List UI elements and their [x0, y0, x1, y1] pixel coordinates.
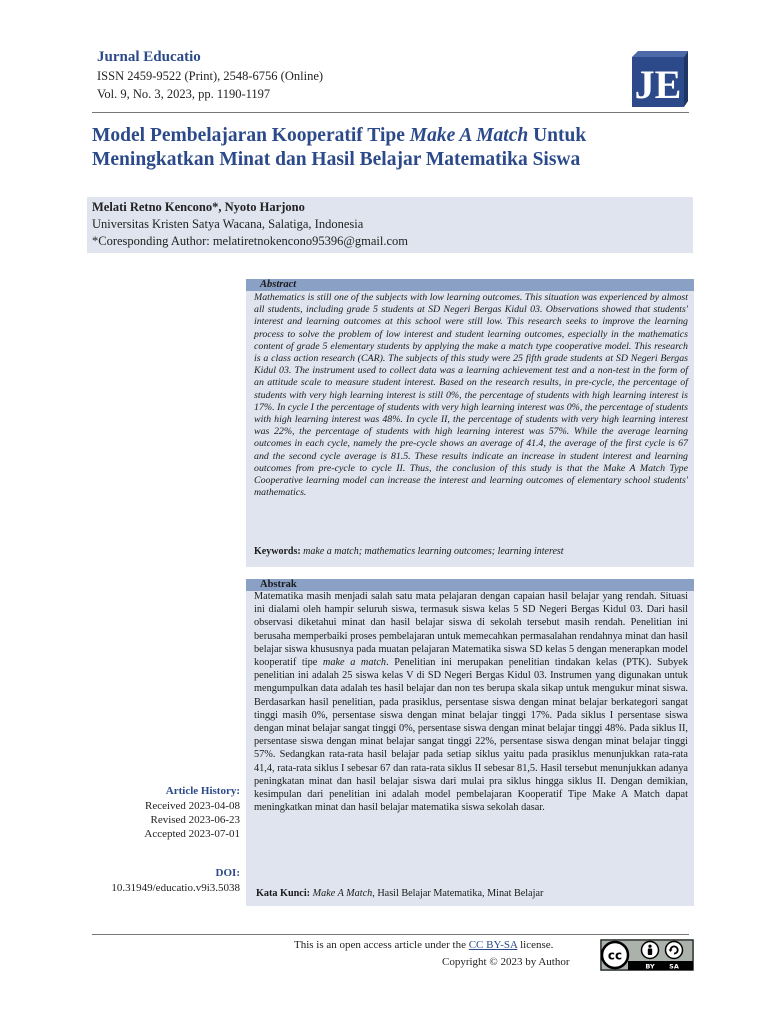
journal-name: Jurnal Educatio	[97, 49, 201, 65]
svg-text:cc: cc	[607, 948, 623, 963]
title-part-2: Untuk Meningkatkan Minat dan Hasil Belajar Matematika Siswa	[92, 125, 587, 170]
cc-by-sa-link[interactable]: CC BY-SA	[468, 939, 518, 951]
abstract-en-heading: Abstract	[246, 279, 694, 291]
revised-date: Revised 2023-06-23	[150, 814, 240, 826]
header-divider	[92, 112, 689, 113]
author-affiliation: Universitas Kristen Satya Wacana, Salatiga, Indonesia	[92, 217, 364, 231]
license-text-before: This is an open access article under the	[294, 939, 469, 951]
abstract-id-part-2: . Penelitian ini merupakan penelitian tindakan kelas (PTK). Subyek penelitian ini adalah 25 siswa kelas V di SD Negeri Bergas Kidul 03. Instrumen yang digunakan untuk mengumpulkan data adalah tes hasil belajar dan non tes berupa skala sikap untuk mengukur minat siswa. Berdasarkan hasil penelitian, pada prasiklus, persentase siswa dengan minat belajar berkategori sangat tinggi masih 0%, persentase siswa dengan minat belajar tinggi 17%. Pada siklus I persentase siswa dengan minat belajar sangat tinggi 0%, persentase siswa dengan minat belajar tinggi 48%. Pada siklus II, persentase siswa dengan minat belajar sangat tinggi 22%, persentase siswa dengan minat belajar tinggi 57%. Sedangkan rata-rata hasil belajar pada setiap siklus yaitu pada prasiklus menunjukkan rata-rata 41,4, rata-rata siklus I sebesar 67 dan rata-rata siklus II sebesar 81,5. Hasil tersebut menunjukkan adanya peningkatan minat dan hasil belajar siswa dari mulai pra siklus hingga siklus II. Dengan demikian, kesimpulan dari penelitian ini adalah model pembelajaran Kooperatif Tipe Make A Match dapat meningkatkan minat dan hasil belajar matematika siswa sekolah dasar.	[254, 657, 689, 814]
paper-title	[92, 124, 692, 172]
keywords-label: Keywords:	[254, 546, 301, 557]
volume-line: Vol. 9, No. 3, 2023, pp. 1190-1197	[97, 87, 271, 101]
abstract-en-text: Mathematics is still one of the subjects with low learning outcomes. This situation was experienced by almost all students, including grade 5 students at SD Negeri Bergas Kidul 03. Observations showed that students' interest and learning outcomes at this school were still low. This research seeks to improve the learning process to solve the problem of low interest and student learning outcomes, especially in the mathematics content of grade 5 elementary students by applying the make a match type cooperative model. This research is a class action research (CAR). The subjects of this study were 25 fifth grade students at SD Negeri Bergas Kidul 03. The instrument used to collect data was a learning achievement test and a non-test in the form of an attitude scale to measure student interest. Based on the research results, in pre-cycle, the percentage of students with very high learning interest is still 0%, the percentage of students with high learning interest is 17%. In cycle I the percentage of students with very high learning interest was 0%, the percentage of students with high learning interest was 48%. In cycle II, the percentage of students with very high learning interest was 22%, the percentage of students with high learning interest was 57%. While the average learning outcomes in each cycle, namely the pre-cycle shows an average of 41.4, the average of the first cycle is 67 and the second cycle average is 81.5. These results indicate an increase in student interest and learning outcomes from pre-cycle to cycle II. Thus, the conclusion of this study is that the Make A Match Type Cooperative learning model can increase the interest and learning outcomes of elementary school students' mathematics.	[254, 292, 688, 499]
abstract-id-italic: make a match	[322, 657, 387, 669]
abstract-id-part-1: Matematika masih menjadi salah satu mata pelajaran dengan capaian hasil belajar yang rendah. Situasi ini dialami oleh hampir seluruh siswa, termasuk siswa kelas 5 SD Negeri Bergas Kidul 03. Dari hasil observasi diketahui minat dan hasil belajar siswa di sekolah tersebut masih rendah. Penelitian ini berusaha memperbaiki proses pembelajaran untuk memecahkan permasalahan rendahnya minat dan hasil belajar siswa khususnya pada muatan pelajaran Matematika siswa SD kelas 5 dengan menerapkan model kooperatif tipe	[254, 591, 688, 669]
title-part-1: Model Pembelajaran Kooperatif Tipe	[92, 125, 410, 146]
badge-by-label: BY	[645, 962, 655, 971]
article-history-label: Article History:	[165, 785, 240, 797]
issn-line: ISSN 2459-9522 (Print), 2548-6756 (Online)	[97, 69, 324, 83]
abstract-en-keywords	[254, 546, 688, 557]
kata-kunci-italic: Make A Match	[310, 888, 373, 899]
author-names: Melati Retno Kencono*, Nyoto Harjono	[92, 200, 305, 214]
abstract-id-keywords	[256, 888, 688, 899]
badge-sa-label: SA	[669, 962, 679, 971]
kata-kunci-rest: , Hasil Belajar Matematika, Minat Belajar	[372, 888, 544, 899]
license-line	[294, 939, 553, 951]
received-date: Received 2023-04-08	[145, 800, 240, 812]
attribution-icon	[642, 942, 659, 959]
cc-by-sa-badge[interactable]	[600, 939, 694, 971]
copyright-line: Copyright © 2023 by Author	[442, 956, 570, 968]
share-alike-icon	[666, 942, 683, 959]
footer-divider	[92, 934, 689, 935]
abstract-id-heading: Abstrak	[246, 579, 694, 591]
abstract-id-text	[254, 590, 688, 814]
title-italic: Make A Match	[409, 125, 529, 146]
logo-letters: JE	[634, 62, 682, 107]
journal-logo	[626, 51, 688, 109]
doi-label: DOI:	[215, 867, 240, 879]
corresponding-author: *Coresponding Author: melatiretnokencono95396@gmail.com	[92, 234, 408, 248]
doi-value[interactable]: 10.31949/educatio.v9i3.5038	[111, 882, 240, 894]
accepted-date: Accepted 2023-07-01	[144, 828, 240, 840]
cc-icon	[602, 942, 628, 968]
kata-kunci-label: Kata Kunci:	[256, 888, 311, 899]
license-text-after: license.	[517, 939, 554, 951]
keywords-value: make a match; mathematics learning outcomes; learning interest	[300, 546, 564, 557]
